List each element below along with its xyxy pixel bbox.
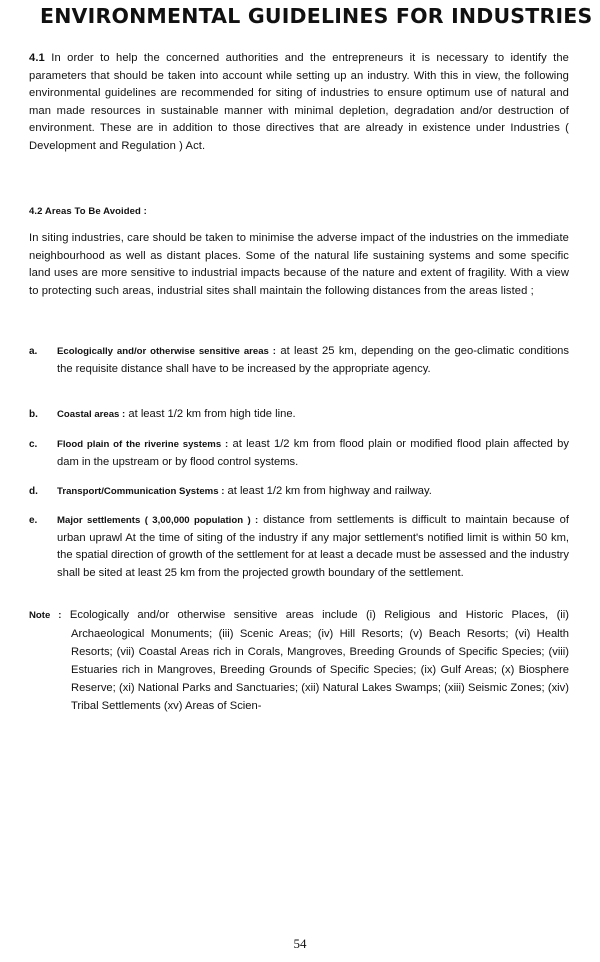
page-title: ENVIRONMENTAL GUIDELINES FOR INDUSTRIES <box>40 4 593 28</box>
page-number: 54 <box>293 936 307 951</box>
section-4-1-paragraph <box>29 50 569 155</box>
list-item-label: Ecologically and/or otherwise sensitive areas : <box>57 346 276 357</box>
list-item <box>29 436 569 471</box>
section-4-2-heading: 4.2 Areas To Be Avoided : <box>29 206 147 217</box>
list-item-letter: a. <box>29 346 38 357</box>
list-item-text: at least 1/2 km from highway and railway. <box>227 485 432 497</box>
list-item-label: Coastal areas : <box>57 409 126 420</box>
list-item-letter: b. <box>29 409 38 420</box>
list-item-label: Major settlements ( 3,00,000 population ) : <box>57 515 259 526</box>
list-item-text: at least 25 km, depending on the geo-climatic conditions the requisite distance shall have to be increased by the appropriate agency. <box>57 345 569 375</box>
list-item-label: Flood plain of the riverine systems : <box>57 439 229 450</box>
list-item <box>29 512 569 582</box>
list-item <box>29 343 569 378</box>
list-item-text: at least 1/2 km from flood plain or modified flood plain affected by dam in the upstream or by flood control systems. <box>57 438 569 468</box>
section-4-1-text: In order to help the concerned authorities and the entrepreneurs it is necessary to identify the parameters that should be taken into account while setting up an industry. With this in view, the following environmental guidelines are recommended for siting of industries to ensure optimum use of natural and man made resources in sustainable manner with minimal depletion, degradation and/or destruction of environment. These are in addition to those directives that are already in existence under Industries ( Development and Regulation ) Act. <box>29 52 569 152</box>
note-label: Note : <box>29 610 62 621</box>
note-paragraph <box>29 606 569 715</box>
note-text: Ecologically and/or otherwise sensitive areas include (i) Religious and Historic Places, (ii) Archaeological Monuments; (iii) Scenic Areas; (iv) Hill Resorts; (v) Beach Resorts; (vi) Health Resorts; (vii) Coastal Areas rich in Corals, Mangroves, Breeding Grounds of Specific Species; (viii) Estuaries rich in Mangroves, Breeding Grounds of Specific Species; (ix) Gulf Areas; (x) Biosphere Reserve; (xi) National Parks and Sanctuaries; (xii) Natural Lakes Swamps; (xiii) Seismic Zones; (xiv) Tribal Settlements (xv) Areas of Scien- <box>69 609 569 712</box>
list-item-text: at least 1/2 km from high tide line. <box>128 408 296 420</box>
list-item-text: distance from settlements is difficult to maintain because of urban uprawl At the time of siting of the industry if any major settlement's notified limit is within 50 km, the spatial direction of growth of the settlement for at least a decade must be assessed and the industry shall be sited at least 25 km from the projected growth boundary of the settlement. <box>57 514 569 579</box>
list-item-letter: e. <box>29 515 38 526</box>
list-item-letter: c. <box>29 439 38 450</box>
list-item-letter: d. <box>29 486 38 497</box>
list-item <box>29 483 569 501</box>
list-item <box>29 406 569 424</box>
section-number: 4.1 <box>29 52 45 64</box>
section-4-2-intro: In siting industries, care should be taken to minimise the adverse impact of the industries on the immediate neighbourhood as well as distant places. Some of the natural life sustaining systems and some specific land uses are more sensitive to industrial impacts because of the nature and extent of fragility. With a view to protecting such areas, industrial sites shall maintain the following distances from the areas listed ; <box>29 232 569 297</box>
list-item-label: Transport/Communication Systems : <box>57 486 225 497</box>
